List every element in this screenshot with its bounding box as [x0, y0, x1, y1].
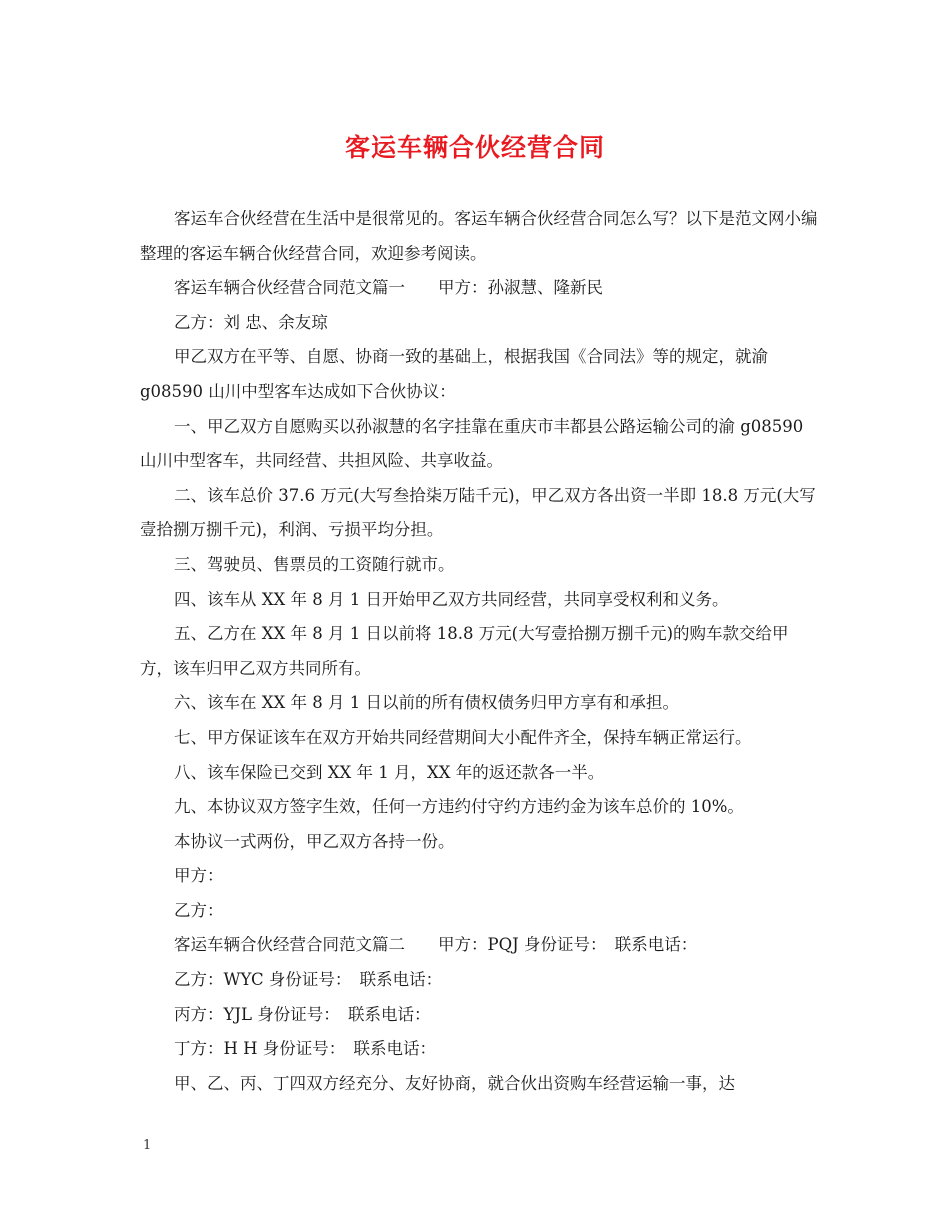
- paragraph-clause-1: 一、甲乙双方自愿购买以孙淑慧的名字挂靠在重庆市丰都县公路运输公司的渝 g08590 山川中型客车，共同经营、共担风险、共享收益。: [140, 416, 804, 471]
- document-title: 客运车辆合伙经营合同: [344, 133, 605, 162]
- paragraph-clause-3: 三、驾驶员、售票员的工资随行就市。: [174, 554, 455, 574]
- paragraph-intro: 客运车合伙经营在生活中是很常见的。客运车辆合伙经营合同怎么写？以下是范文网小编整理的客运车辆合伙经营合同，欢迎参考阅读。: [140, 209, 818, 263]
- paragraph-clause-8: 八、该车保险已交到 XX 年 1 月，XX 年的返还款各一半。: [174, 762, 605, 782]
- paragraph-party-c-info: 丙方：YJL 身份证号： 联系电话：: [174, 1004, 431, 1024]
- paragraph-preamble: 甲乙双方在平等、自愿、协商一致的基础上，根据我国《合同法》等的规定，就渝 g08590 山川中型客车达成如下合伙协议：: [140, 347, 768, 401]
- paragraph-clause-5: 五、乙方在 XX 年 8 月 1 日以前将 18.8 万元(大写壹拾捌万捌千元)的购车款交给甲方，该车归甲乙双方共同所有。: [140, 624, 789, 678]
- paragraph-sample-two-heading: 客运车辆合伙经营合同范文篇二 甲方：PQJ 身份证号： 联系电话：: [174, 935, 698, 955]
- signature-party-a: 甲方：: [174, 866, 224, 886]
- paragraph-party-b: 乙方：刘 忠、余友琼: [174, 312, 328, 332]
- paragraph-clause-4: 四、该车从 XX 年 8 月 1 日开始甲乙双方共同经营，共同享受权利和义务。: [174, 589, 729, 609]
- paragraph-clause-6: 六、该车在 XX 年 8 月 1 日以前的所有债权债务归甲方享有和承担。: [174, 693, 679, 713]
- paragraph-clause-2: 二、该车总价 37.6 万元(大写叁拾柒万陆千元)，甲乙双方各出资一半即 18.8 万元(大写壹拾捌万捌千元)，利润、亏损平均分担。: [140, 485, 816, 540]
- document-body: [140, 202, 820, 1101]
- paragraph-clause-7: 七、甲方保证该车在双方开始共同经营期间大小配件齐全，保持车辆正常运行。: [174, 727, 752, 747]
- paragraph-party-d-info: 丁方：H H 身份证号： 联系电话：: [174, 1039, 437, 1059]
- page-number: 1: [143, 1138, 152, 1153]
- signature-party-b: 乙方：: [174, 900, 224, 920]
- paragraph-party-b-info: 乙方：WYC 身份证号： 联系电话：: [174, 970, 443, 990]
- paragraph-sample-two-preamble: 甲、乙、丙、丁四双方经充分、友好协商，就合伙出资购车经营运输一事，达: [174, 1073, 735, 1093]
- paragraph-clause-9: 九、本协议双方签字生效，任何一方违约付守约方违约金为该车总价的 10%。: [174, 797, 744, 817]
- paragraph-sample-one-heading: 客运车辆合伙经营合同范文篇一 甲方：孙淑慧、隆新民: [174, 278, 603, 298]
- paragraph-copies: 本协议一式两份，甲乙双方各持一份。: [174, 831, 455, 851]
